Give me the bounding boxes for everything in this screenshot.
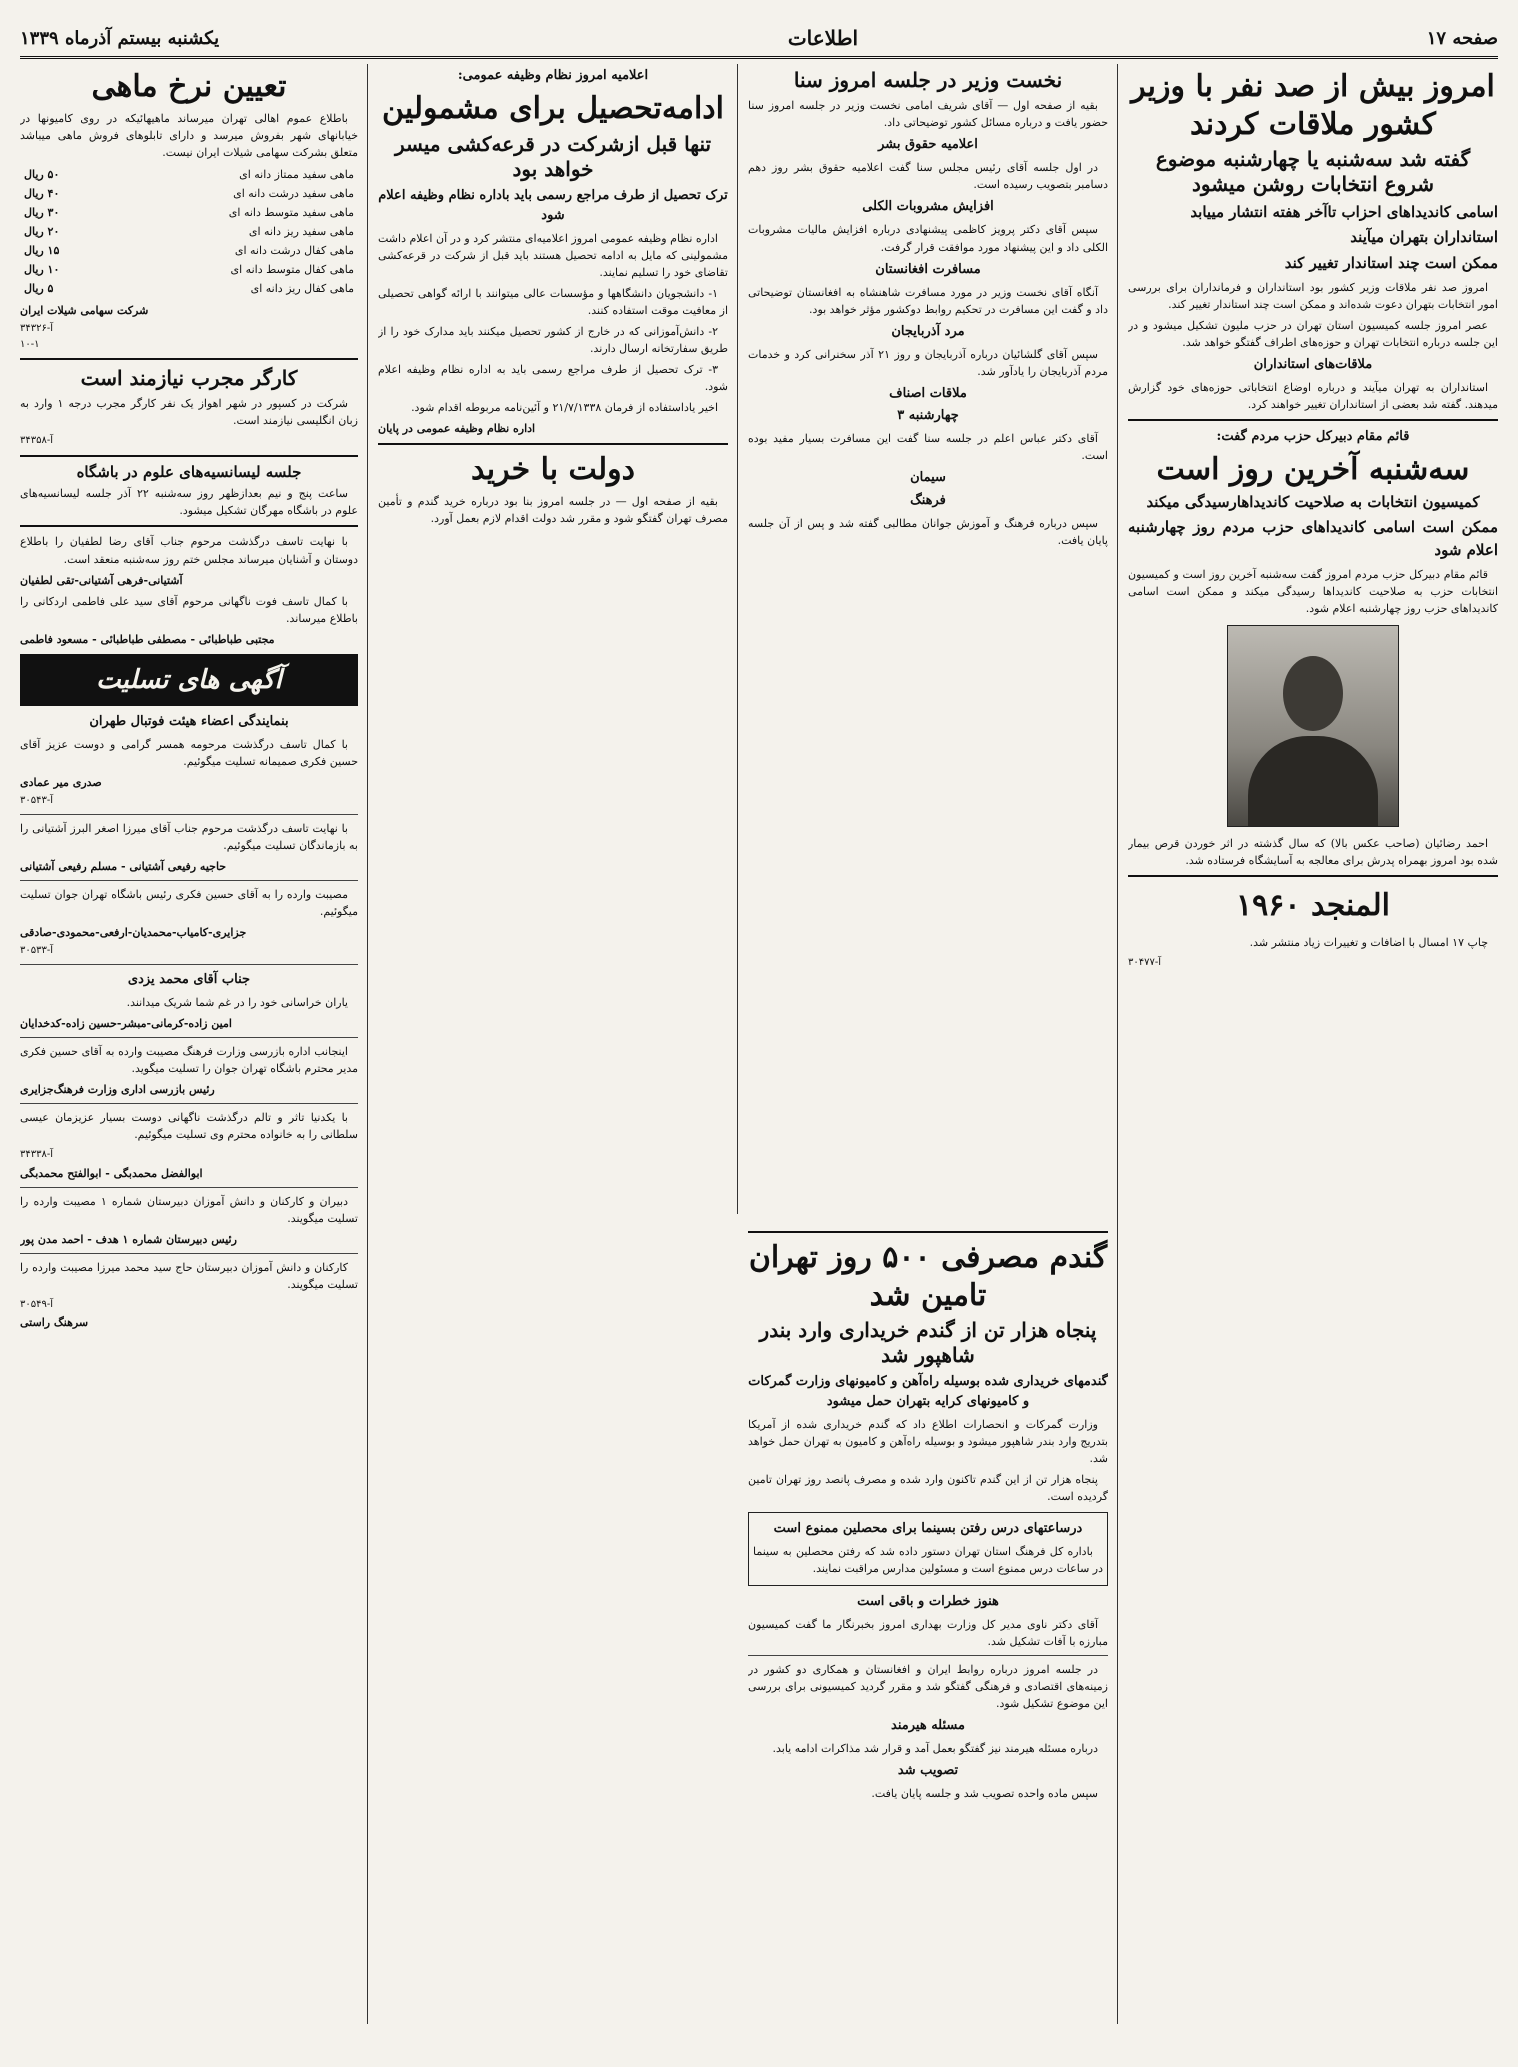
ad-code: آ-۳۴۳۳۸: [20, 1149, 54, 1161]
article-paragraph: سپس ماده واحده تصویب شد و جلسه پایان یافت.: [871, 1787, 1098, 1801]
section-title: چهارشنبه ۳: [897, 408, 959, 424]
obituary: با نهایت تاسف درگذشت مرحوم جناب آقای رضا لطفیان را باطلاع دوستان و آشنایان میرساند مجلس ختم روز سه‌شنبه منعقد است.: [20, 535, 358, 566]
kicker-wheat: گندمهای خریداری شده بوسیله راه‌آهن و کامیونهای وزارت گمرکات و کامیونهای کرایه بتهران حمل میشود: [748, 1374, 1108, 1410]
article-paragraph: پنجاه هزار تن از این گندم تاکنون وارد شده و مصرف پانصد روز تهران تامین گردیده است.: [748, 1473, 1108, 1504]
box-title: درساعتهای درس رفتن بسینما برای محصلین ممنوع است: [773, 1520, 1083, 1536]
ad-code: آ-۳۰۴۷۷: [1128, 956, 1162, 968]
condolence-signature: جزایری-کامیاب-محمدیان-ارفعی-محمودی-صادقی: [20, 926, 247, 940]
condolence-body: کارکنان و دانش آموزان دبیرستان حاج سید محمد میرزا مصیبت وارده را تسلیت میگویند.: [20, 1260, 358, 1291]
article-paragraph: بقیه از صفحه اول — در جلسه امروز بنا بود درباره خرید گندم و تأمین مصرف تهران گفتگو شود و مقرر شد دولت اقدام لازم بعمل آورد.: [378, 494, 728, 525]
article-paragraph: آنگاه آقای نخست وزیر در مورد مسافرت شاهنشاه به افغانستان توضیحاتی داد و گفت این مسافرت در تحکیم روابط دوکشور مؤثر خواهد بود.: [748, 285, 1108, 316]
column-notices: [20, 64, 358, 2024]
box-body: باداره کل فرهنگ استان تهران دستور داده شد که رفتن محصلین به سینما در ساعات درس ممنوع است و مسئولین مدارس مراقبت نمایند.: [753, 1544, 1103, 1575]
ad-body: شرکت در کسپور در شهر اهواز یک نفر کارگر مجرب درجه ۱ وارد به زبان انگلیسی نیازمند است.: [20, 397, 358, 428]
box-body: آقای دکتر ناوی مدیر کل وزارت بهداری امروز بخبرنگار ما گفت کمیسیون مبارزه با آفات تشکیل شد.: [748, 1617, 1108, 1648]
ad-code: ۱۰-۱: [20, 338, 40, 350]
ad-code: آ-۳۴۳۵۸: [20, 435, 54, 447]
condolence-body: با یکدنیا تاثر و تالم درگذشت ناگهانی دوست بسیار عزیزمان عیسی سلطانی را به خانواده محترم وی تسلیت میگوئیم.: [20, 1110, 358, 1142]
section-title: سیمان: [910, 470, 946, 486]
article-paragraph: سپس آقای گلشائیان درباره آذربایجان و روز ۲۱ آذر سخنرانی کرد و خدمات مردم آذربایجان را یادآور شد.: [748, 347, 1108, 378]
price-row: [20, 184, 358, 203]
masthead: [20, 20, 1498, 59]
headline-meeting: جلسه لیسانسیه‌های علوم در باشگاه: [76, 462, 302, 481]
ad-body: ساعت پنج و نیم بعدازظهر روز سه‌شنبه ۲۲ آذر جلسه لیسانسیه‌های علوم در باشگاه مهرگان تشکیل میشود.: [20, 487, 358, 518]
price-value: ۳۰ ریال: [24, 205, 60, 219]
obituary: با کمال تاسف فوت ناگهانی مرحوم آقای سید علی فاطمی اردکانی را باطلاع میرساند.: [20, 594, 358, 625]
section-title: فرهنگ: [910, 492, 946, 508]
headline-job-ad: کارگر مجرب نیازمند است: [80, 366, 298, 391]
obituary-names: مجتبی طباطبائی - مصطفی طباطبائی - مسعود فاطمی: [20, 632, 275, 646]
price-item: ماهی کفال درشت دانه ای: [234, 243, 354, 257]
price-item: ماهی کفال متوسط دانه ای: [230, 262, 354, 276]
article-paragraph: در جلسه امروز درباره روابط ایران و افغانستان و همکاری دو کشور در زمینه‌های اقتصادی و فرهنگی گفتگو شد و مقرر گردید کمیسیونی برای بررسی این موضوع تشکیل شود.: [748, 1662, 1108, 1711]
price-row: [20, 260, 358, 279]
price-item: ماهی سفید ممتاز دانه ای: [239, 167, 354, 181]
bullet-item: ممکن است چند استاندار تغییر کند: [1284, 253, 1498, 272]
price-row: [20, 203, 358, 222]
condolence-signature: ابوالفضل محمدبگی - ابوالفتح محمدبگی: [20, 1166, 203, 1180]
price-item: ماهی کفال ریز دانه ای: [250, 281, 354, 295]
quote-title: قائم مقام دبیرکل حزب مردم گفت:: [1216, 429, 1410, 445]
page-number: صفحه ۱۷: [1426, 27, 1498, 49]
ad-code: آ-۳۰۵۴۹: [20, 1298, 54, 1310]
subheadline-lottery: تنها قبل ازشرکت در قرعه‌کشی میسر خواهد بود: [394, 131, 712, 181]
column-election: [1128, 64, 1498, 2024]
headline-senate: نخست وزیر در جلسه امروز سنا: [793, 68, 1063, 92]
section-title: مسافرت افغانستان: [875, 261, 981, 277]
article-paragraph: امروز صد نفر ملاقات وزیر کشور بود استانداران و فرمانداران برای بررسی امور انتخابات بتهران دعوت شده‌اند و ممکن است چند استاندار تغییر کند.: [1128, 280, 1498, 311]
bullet-item: استانداران بتهران میآیند: [1350, 228, 1498, 247]
article-paragraph: ۲- دانش‌آموزانی که در خارج از کشور تحصیل میکنند باید مدارک خود را از طریق سفارتخانه ارسال دارند.: [378, 325, 728, 356]
headline-government-purchase: دولت با خرید: [470, 452, 636, 488]
portrait-photo: [1227, 625, 1399, 827]
price-value: ۲۰ ریال: [24, 224, 60, 238]
condolence-signature: امین زاده-کرمانی-مبشر-حسین زاده-کدخدایان: [20, 1016, 232, 1030]
price-value: ۱۵ ریال: [24, 243, 60, 257]
fish-price-table: [20, 165, 358, 298]
subheadline-wheat: پنجاه هزار تن از گندم خریداری وارد بندر شاهپور شد: [759, 1318, 1097, 1367]
article-paragraph: باطلاع عموم اهالی تهران میرساند ماهیهائیکه در روی کامیونها در خیابانهای شهر بفروش میرسد و دارای تابلو‌های فروش ماهی میباشد متعلق بشرکت سهامی شیلات ایران نیست.: [20, 111, 358, 159]
bullet-item: اسامی کاندیداهای احزاب تاآخر هفته انتشار مییابد: [1190, 203, 1498, 221]
article-paragraph: استانداران به تهران میآیند و درباره اوضاع انتخاباتی حوزه‌های خود گزارش میدهند. گفته شد بعضی از استانداران تغییر خواهند کرد.: [1128, 381, 1498, 412]
condolence-signature: حاجیه رفیعی آشتیانی - مسلم رفیعی آشتیانی: [20, 859, 227, 873]
bullet-item: ممکن است اسامی کاندیداهای حزب مردم روز چهارشنبه اعلام شود: [1128, 517, 1498, 559]
price-row: [20, 165, 358, 184]
price-signature: شرکت سهامی شیلات ایران: [20, 303, 149, 317]
issue-date: یکشنبه بیستم آذرماه ۱۳۳۹: [20, 27, 220, 49]
condolence-body: مصیبت وارده را به آقای حسین فکری رئیس باشگاه تهران جوان تسلیت میگوئیم.: [20, 887, 358, 918]
section-title: اعلامیه حقوق بشر: [878, 137, 978, 153]
condolence-banner: آگهی های تسلیت: [20, 654, 358, 706]
article-paragraph: ۱- دانشجویان دانشگاهها و مؤسسات عالی میتوانند با ارائه گواهی تحصیلی از معافیت موقت استفاده کنند.: [378, 287, 728, 318]
price-value: ۴۰ ریال: [24, 186, 60, 200]
headline-minister-meeting: امروز بیش از صد نفر با وزیر کشور ملاقات کردند: [1131, 69, 1495, 142]
price-item: ماهی سفید درشت دانه ای: [233, 186, 354, 200]
ad-code: آ-۳۰۵۴۳: [20, 795, 54, 807]
cinema-ban-box: [748, 1512, 1108, 1586]
section-title: افزایش مشروبات الکلی: [862, 199, 994, 215]
price-value: ۵۰ ریال: [24, 167, 60, 181]
signature: اداره نظام وظیفه عمومی در پایان: [378, 422, 536, 436]
article-paragraph: آقای دکتر عباس اعلم در جلسه سنا گفت این مسافرت بسیار مفید بوده است.: [748, 432, 1108, 463]
price-row: [20, 279, 358, 298]
kicker-conscription: اعلامیه امروز نظام وظیفه عمومی:: [457, 68, 649, 83]
condolence-body: یاران خراسانی خود را در غم شما شریک میدانند.: [126, 995, 348, 1009]
headline-fish-price: تعیین نرخ ماهی: [91, 69, 287, 104]
ad-code: آ-۳۰۵۳۳: [20, 945, 54, 957]
headline-last-day: سه‌شنبه آخرین روز است: [1156, 452, 1470, 488]
article-paragraph: در اول جلسه آقای رئیس مجلس سنا گفت اعلامیه حقوق بشر روز دهم دسامبر بتصویب رسیده است.: [748, 161, 1108, 192]
column-conscription: [378, 64, 728, 2024]
article-paragraph: سپس آقای دکتر پرویز کاظمی پیشنهادی درباره افزایش مالیات مشروبات الکلی داد و این پیشنهاد مورد موافقت قرار گرفت.: [748, 223, 1108, 254]
price-value: ۱۰ ریال: [24, 262, 60, 276]
condolence-signature: صدری میر عمادی: [20, 776, 102, 790]
condolence-title: بنمایندگی اعضاء هیئت فوتبال طهران: [89, 714, 289, 730]
kicker-commission: کمیسیون انتخابات به صلاحیت کاندیداهارسیدگی میکند: [1146, 492, 1480, 511]
price-item: ماهی سفید ریز دانه ای: [248, 224, 354, 238]
box-title: هنوز خطرات و باقی است: [857, 1593, 999, 1609]
condolence-body: دبیران و کارکنان و دانش آموزان دبیرستان شماره ۱ مصیبت وارده را تسلیت میگویند.: [20, 1194, 358, 1225]
condolence-body: اینجانب اداره بازرسی وزارت فرهنگ مصیبت وارده به آقای حسین فکری مدیر محترم باشگاه تهران جوان را تسلیت میگوید.: [20, 1044, 358, 1075]
subheadline-election: گفته شد سه‌شنبه یا چهارشنبه موضوع شروع انتخابات روشن میشود: [1155, 147, 1471, 196]
article-paragraph: درباره مسئله هیرمند نیز گفتگو بعمل آمد و قرار شد مذاکرات ادامه یابد.: [772, 1742, 1098, 1756]
article-paragraph: قائم مقام دبیرکل حزب مردم امروز گفت سه‌شنبه آخرین روز است و کمیسیون انتخابات حزب به صلاحیت کاندیداها رسیدگی میکند و ممکن است اسامی کاندیداهای حزب روز چهارشنبه اعلام شود.: [1128, 568, 1498, 616]
section-title: مرد آذربایجان: [891, 323, 965, 339]
article-paragraph: اخیر یاداستفاده از فرمان ۲۱/۷/۱۳۳۸ و آئین‌نامه مربوطه اقدام شود.: [411, 401, 718, 415]
headline-wheat: گندم مصرفی ۵۰۰ روز تهران تامین شد: [748, 1240, 1108, 1313]
condolence-signature: سرهنگ راستی: [20, 1316, 89, 1330]
section-title: ملاقات‌های استانداران: [1253, 356, 1373, 372]
column-wheat: [748, 1225, 1108, 2015]
article-paragraph: سپس درباره فرهنگ و آموزش جوانان مطالبی گفته شد و پس از آن جلسه پایان یافت.: [748, 516, 1108, 547]
article-paragraph: اداره نظام وظیفه عمومی امروز اعلامیه‌ای منتشر کرد و در آن اعلام داشت مشمولینی که مایل به ادامه تحصیل هستند باید قبل از شرکت در قرعه‌کشی تقاضای خود را تسلیم نمایند.: [378, 231, 728, 280]
price-item: ماهی سفید متوسط دانه ای: [228, 205, 354, 219]
obituary-names: آشتیانی-فرهی آشتیانی-تقی لطفیان: [20, 573, 183, 587]
conscription-note: ترک تحصیل از طرف مراجع رسمی باید باداره نظام وظیفه اعلام شود: [378, 187, 728, 223]
ad-code: آ-۳۴۳۲۶: [20, 323, 54, 335]
price-row: [20, 222, 358, 241]
condolence-body: با کمال تاسف درگذشت مرحومه همسر گرامی و دوست عزیز آقای حسین فکری صمیمانه تسلیت میگوئیم.: [20, 738, 358, 769]
article-paragraph: بقیه از صفحه اول — آقای شریف امامی نخست وزیر در جلسه امروز سنا حضور یافت و درباره مسائل کشور توضیحاتی داد.: [748, 99, 1108, 130]
article-paragraph: وزارت گمرکات و انحصارات اطلاع داد که گندم خریداری شده از آمریکا بتدریج وارد بندر شاهپور میشود و بوسیله راه‌آهن و کامیون به تهران حمل خواهد شد.: [748, 1418, 1108, 1466]
article-paragraph: عصر امروز جلسه کمیسیون استان تهران در حزب ملیون تشکیل میشود و در این جلسه درباره انتخابات تهران و حوزه‌های اطراف گفتگو خواهد شد.: [1128, 318, 1498, 349]
headline-conscription: ادامه‌تحصیل برای مشمولین: [382, 91, 724, 127]
photo-caption: احمد رضائیان (صاحب عکس بالا) که سال گذشته در اثر خوردن قرص بیمار شده بود امروز بهمراه پدرش برای معالجه به آسایشگاه فرستاده شد.: [1128, 837, 1498, 868]
column-senate: [748, 64, 1108, 1214]
ad-body: چاپ ۱۷ امسال با اضافات و تغییرات زیاد منتشر شد.: [1249, 935, 1488, 949]
section-title: تصویب شد: [897, 1763, 959, 1779]
price-row: [20, 241, 358, 260]
paper-name: اطلاعات: [787, 26, 859, 50]
ad-title-almunjid: المنجد ۱۹۶۰: [1236, 888, 1390, 924]
condolence-title: جناب آقای محمد یزدی: [127, 971, 251, 987]
article-paragraph: ۳- ترک تحصیل از طرف مراجع رسمی باید به اداره نظام وظیفه اعلام شود.: [378, 363, 728, 394]
price-value: ۵ ریال: [24, 281, 54, 295]
condolence-signature: رئیس دبیرستان شماره ۱ هدف - احمد مدن پور: [20, 1232, 237, 1246]
condolence-body: با نهایت تاسف درگذشت مرحوم جناب آقای میرزا اصغر البرز آشتیانی را به بازماندگان تسلیت میگوئیم.: [20, 821, 358, 852]
newspaper-page: [20, 20, 1498, 2027]
condolence-signature: رئیس بازرسی اداری وزارت فرهنگ‌جزایری: [20, 1082, 215, 1096]
section-title: مسئله هیرمند: [891, 1718, 965, 1734]
section-title: ملاقات اصناف: [889, 386, 967, 402]
